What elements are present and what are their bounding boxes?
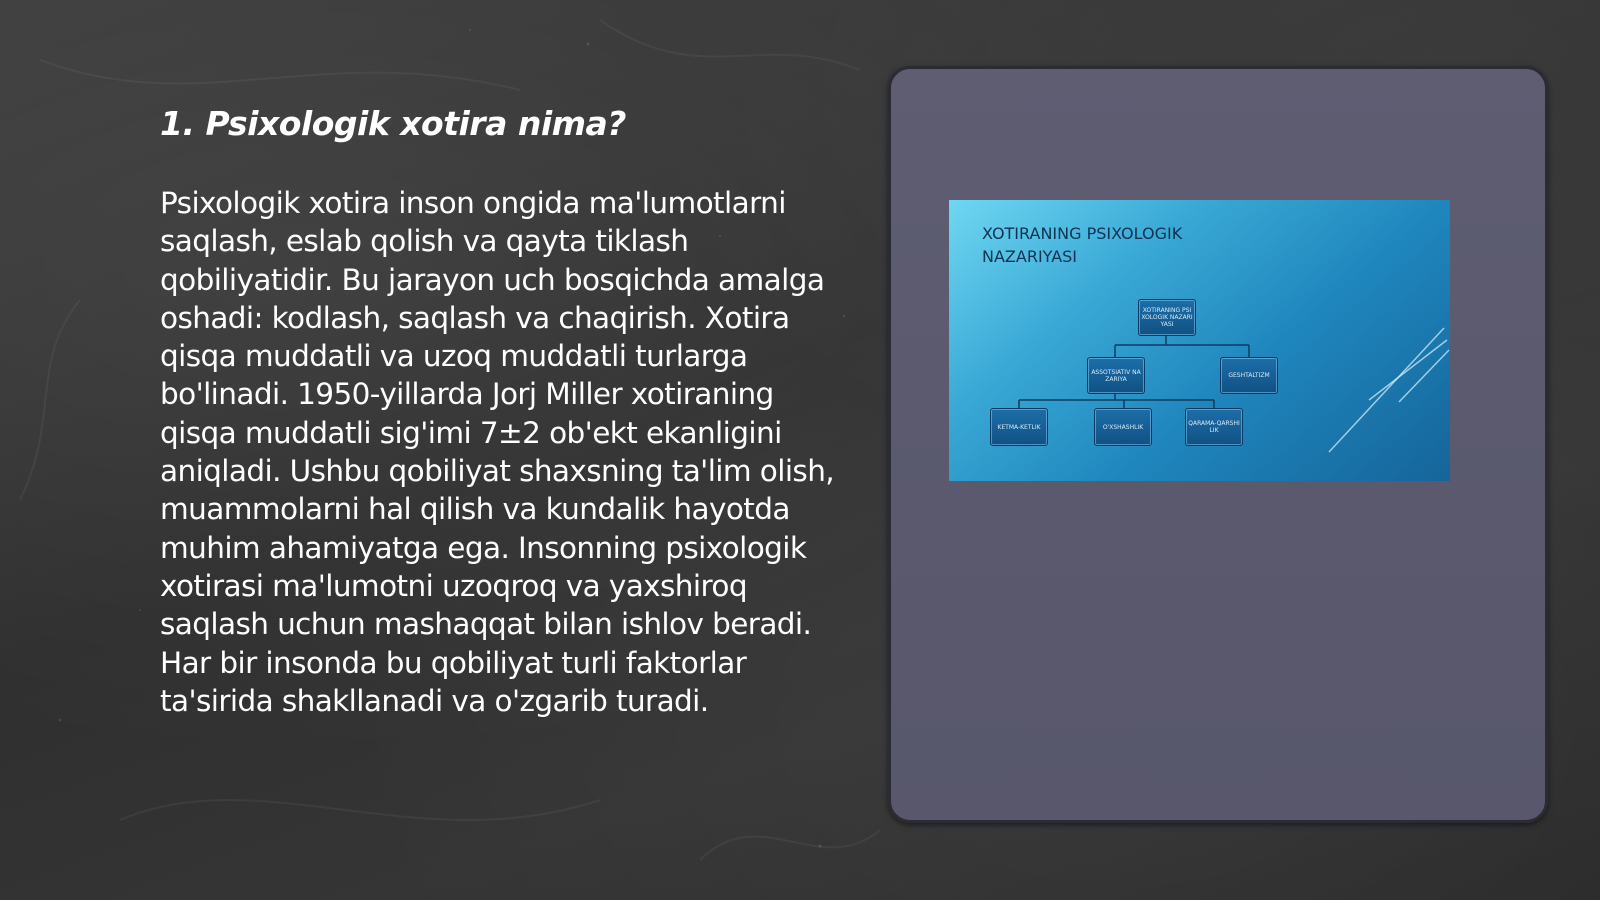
diagram-leaf-sequence: KETMA-KETLIK xyxy=(990,408,1048,446)
diagram-leaf-contrast: QARAMA-QARSHILIK xyxy=(1185,408,1243,446)
diagram-root-node: XOTIRANING PSIXOLOGIK NAZARIYASI xyxy=(1138,299,1196,336)
diagram-node-associative: ASSOTSIATIV NAZARIYA xyxy=(1087,357,1145,394)
embedded-slide-image xyxy=(949,200,1450,481)
slide-body-text: Psixologik xotira inson ongida ma'lumotlarni saqlash, eslab qolish va qayta tiklash qobiliyatidir. Bu jarayon uch bosqichda amalga oshadi: kodlash, saqlash va chaqirish. Xotira qisqa muddatli va uzoq muddatli turlarga bo'linadi. 1950-yillarda Jorj Miller xotiraning qisqa muddatli sig'imi 7±2 ob'ekt ekanligini aniqladi. Ushbu qobiliyat shaxsning ta'lim olish, muammolarni hal qilish va kundalik hayotda muhim ahamiyatga ega. Insonning psixologik xotirasi ma'lumotni uzoqroq va yaxshiroq saqlash uchun mashaqqat bilan ishlov beradi. Har bir insonda bu qobiliyat turli faktorlar ta'sirida shakllanadi va o'zgarib turadi. xyxy=(160,186,835,718)
diagram-node-gestalt: GESHTALTIZM xyxy=(1220,357,1278,394)
diagram-leaf-similarity: O'XSHASHLIK xyxy=(1094,408,1152,446)
embedded-slide-title: XOTIRANING PSIXOLOGIK NAZARIYASI xyxy=(982,224,1183,266)
slide-title: 1. Psixologik xotira nima? xyxy=(160,104,626,143)
